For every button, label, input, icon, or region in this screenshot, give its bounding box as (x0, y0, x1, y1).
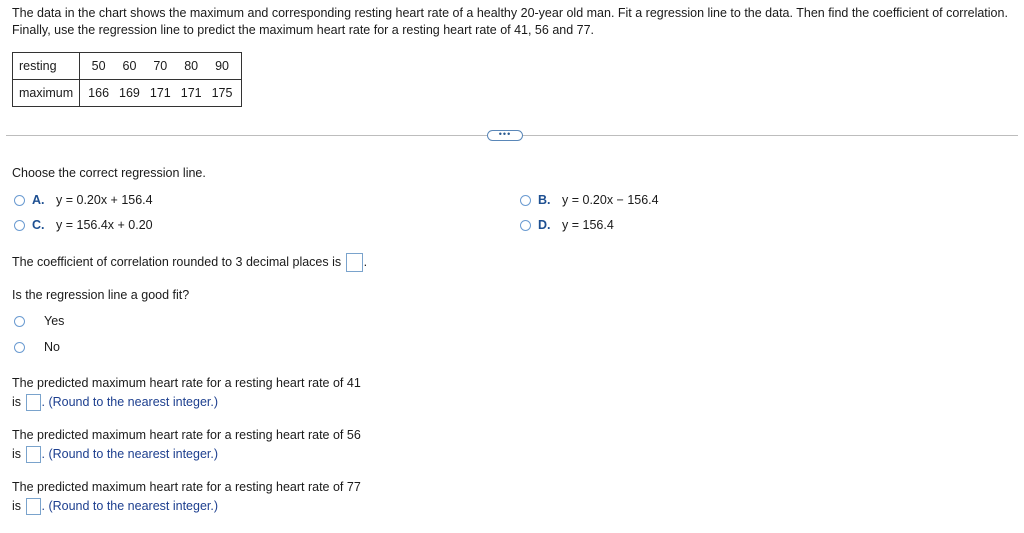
data-table (12, 52, 242, 107)
prediction-56 (12, 426, 412, 464)
round-hint: . (Round to the nearest integer.) (41, 447, 219, 461)
option-yes[interactable] (12, 314, 132, 330)
prediction-41 (12, 374, 412, 412)
table-cell: 169 (119, 86, 140, 100)
correlation-answer-input[interactable] (346, 253, 363, 272)
option-text: No (44, 340, 60, 354)
problem-prompt: The data in the chart shows the maximum and corresponding resting heart rate of a healthy 20-year old man. Fit a regression line to the data. Then find the coefficient of correlation. Finally, use the regression line to predict the maximum heart rate for a resting heart rate of 41, 56 and 77. (12, 6, 1008, 37)
table-cell: 171 (180, 86, 202, 100)
is-label: is (12, 499, 22, 513)
radio-icon[interactable] (520, 220, 531, 231)
prediction-prompt: The predicted maximum heart rate for a resting heart rate of 56 (12, 428, 361, 442)
row-label-resting: resting (13, 53, 80, 80)
table-cell: 175 (211, 86, 233, 100)
table-cell: 171 (149, 86, 171, 100)
q1-prompt: Choose the correct regression line. (12, 166, 206, 180)
table-row (13, 53, 242, 80)
q3-prompt: Is the regression line a good fit? (12, 288, 190, 302)
table-cell: 80 (176, 53, 207, 80)
is-label: is (12, 395, 22, 409)
option-text: Yes (44, 314, 65, 328)
option-text: y = 0.20x − 156.4 (562, 193, 659, 207)
option-letter: B. (538, 193, 551, 207)
radio-icon[interactable] (14, 220, 25, 231)
table-cell: 70 (145, 53, 176, 80)
prediction-41-input[interactable] (26, 394, 41, 411)
q2-suffix: . (363, 254, 368, 269)
round-hint: . (Round to the nearest integer.) (41, 395, 219, 409)
option-text: y = 0.20x + 156.4 (56, 193, 153, 207)
radio-icon[interactable] (14, 342, 25, 353)
is-label: is (12, 447, 22, 461)
table-cell: 166 (88, 86, 110, 100)
radio-icon[interactable] (520, 195, 531, 206)
row-label-maximum: maximum (13, 80, 80, 107)
option-a[interactable] (12, 193, 212, 209)
option-letter: A. (32, 193, 45, 207)
table-row (13, 80, 242, 107)
option-c[interactable] (12, 218, 212, 234)
radio-icon[interactable] (14, 195, 25, 206)
prediction-77-input[interactable] (26, 498, 41, 515)
option-d[interactable] (518, 218, 718, 234)
option-letter: C. (32, 218, 45, 232)
prediction-prompt: The predicted maximum heart rate for a resting heart rate of 77 (12, 480, 361, 494)
more-options-button[interactable]: ••• (487, 130, 523, 141)
option-no[interactable] (12, 340, 132, 356)
prediction-77 (12, 478, 412, 516)
table-cell: 90 (207, 53, 242, 80)
option-text: y = 156.4x + 0.20 (56, 218, 153, 232)
q2-row (12, 253, 367, 272)
q2-prompt: The coefficient of correlation rounded to 3 decimal places is (12, 254, 342, 269)
round-hint: . (Round to the nearest integer.) (41, 499, 219, 513)
option-text: y = 156.4 (562, 218, 614, 232)
table-cell: 60 (114, 53, 145, 80)
option-b[interactable] (518, 193, 718, 209)
option-letter: D. (538, 218, 551, 232)
prediction-56-input[interactable] (26, 446, 41, 463)
prediction-prompt: The predicted maximum heart rate for a resting heart rate of 41 (12, 376, 361, 390)
table-cell: 50 (80, 53, 114, 80)
radio-icon[interactable] (14, 316, 25, 327)
